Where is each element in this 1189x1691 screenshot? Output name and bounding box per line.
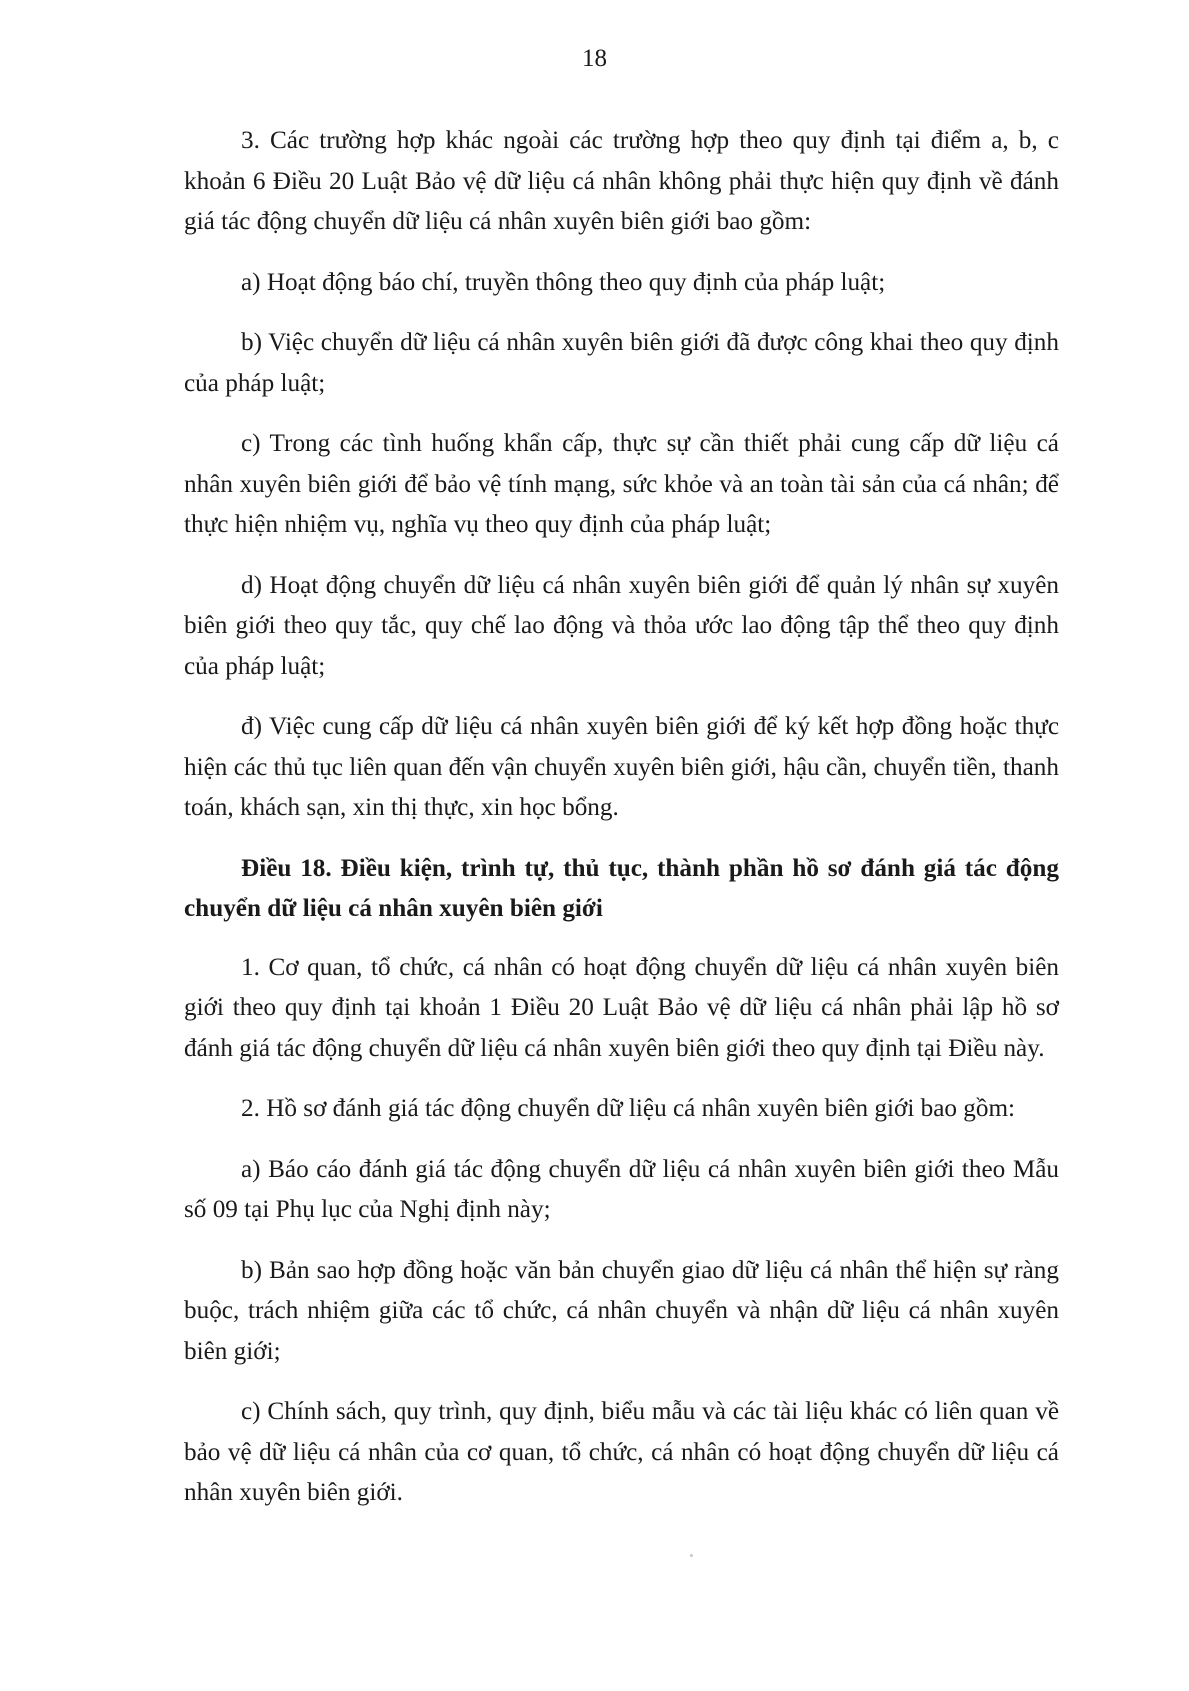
page-number: 18 [582,45,607,72]
paragraph-clause-2-item-b: b) Bản sao hợp đồng hoặc văn bản chuyển giao dữ liệu cá nhân thể hiện sự ràng buộc, trách nhiệm giữa các tổ chức, cá nhân chuyển và nhận dữ liệu cá nhân xuyên biên giới; [184,1256,1059,1365]
document-body [184,121,1059,1534]
paragraph-article-18-clause-2: 2. Hồ sơ đánh giá tác động chuyển dữ liệu cá nhân xuyên biên giới bao gồm: [241,1095,1016,1122]
paragraph-item-a: a) Hoạt động báo chí, truyền thông theo quy định của pháp luật; [241,268,886,296]
paragraph-clause-2-item-c: c) Chính sách, quy trình, quy định, biểu mẫu và các tài liệu khác có liên quan về bảo vệ dữ liệu cá nhân của cơ quan, tổ chức, cá nhân có hoạt động chuyển dữ liệu cá nhân xuyên biên giới. [184,1398,1059,1506]
paragraph-article-18-clause-1: 1. Cơ quan, tổ chức, cá nhân có hoạt động chuyển dữ liệu cá nhân xuyên biên giới theo quy định tại khoản 1 Điều 20 Luật Bảo vệ dữ liệu cá nhân phải lập hồ sơ đánh giá tác động chuyển dữ liệu cá nhân xuyên biên giới theo quy định tại Điều này. [184,953,1059,1062]
scan-speck [690,1554,693,1557]
paragraph-item-b: b) Việc chuyển dữ liệu cá nhân xuyên biên giới đã được công khai theo quy định của pháp luật; [184,329,1059,397]
article-18-heading: Điều 18. Điều kiện, trình tự, thủ tục, thành phần hồ sơ đánh giá tác động chuyển dữ liệu cá nhân xuyên biên giới [184,854,1059,922]
paragraph-clause-2-item-a: a) Báo cáo đánh giá tác động chuyển dữ liệu cá nhân xuyên biên giới theo Mẫu số 09 tại Phụ lục của Nghị định này; [184,1155,1059,1223]
paragraph-item-d: d) Hoạt động chuyển dữ liệu cá nhân xuyên biên giới để quản lý nhân sự xuyên biên giới theo quy tắc, quy chế lao động và thỏa ước lao động tập thể theo quy định của pháp luật; [184,571,1059,680]
paragraph-item-dd: đ) Việc cung cấp dữ liệu cá nhân xuyên biên giới để ký kết hợp đồng hoặc thực hiện các thủ tục liên quan đến vận chuyển xuyên biên giới, hậu cần, chuyển tiền, thanh toán, khách sạn, xin thị thực, xin học bổng. [184,713,1059,821]
paragraph-clause-3: 3. Các trường hợp khác ngoài các trường hợp theo quy định tại điểm a, b, c khoản 6 Điều 20 Luật Bảo vệ dữ liệu cá nhân không phải thực hiện quy định về đánh giá tác động chuyển dữ liệu cá nhân xuyên biên giới bao gồm: [184,127,1059,235]
paragraph-item-c: c) Trong các tình huống khẩn cấp, thực sự cần thiết phải cung cấp dữ liệu cá nhân xuyên biên giới để bảo vệ tính mạng, sức khỏe và an toàn tài sản của cá nhân; để thực hiện nhiệm vụ, nghĩa vụ theo quy định của pháp luật; [184,430,1059,538]
